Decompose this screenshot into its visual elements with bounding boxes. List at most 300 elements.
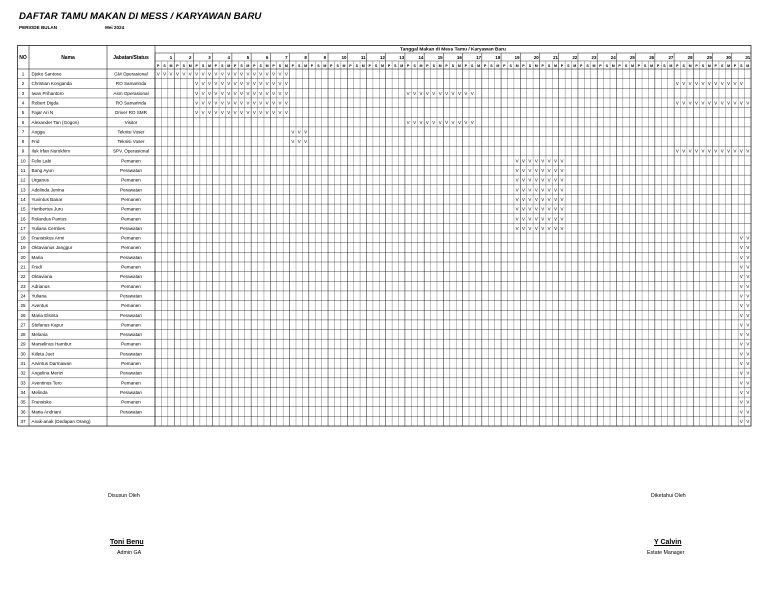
row-position: Pemanen	[121, 158, 141, 164]
meal-check: V	[695, 148, 698, 154]
meal-header: P	[579, 64, 583, 68]
meal-header: S	[355, 64, 359, 68]
day-header: 7	[285, 55, 288, 60]
meal-header: M	[688, 64, 692, 68]
meal-check: V	[534, 158, 538, 164]
row-name: Fransiskus Armi	[31, 235, 65, 241]
meal-check: V	[252, 81, 256, 87]
meal-check: V	[746, 100, 750, 106]
meal-check: V	[297, 139, 301, 145]
meal-check: V	[522, 216, 525, 222]
meal-check: V	[746, 322, 750, 328]
meal-header: P	[157, 64, 160, 68]
meal-check: V	[541, 206, 545, 212]
day-header: 8	[304, 55, 307, 60]
meal-header: P	[387, 64, 391, 68]
row-position: Pemanen	[121, 380, 141, 386]
meal-check: V	[739, 418, 743, 424]
meal-check: V	[284, 90, 288, 96]
meal-check: V	[547, 168, 551, 174]
row-number: 16	[20, 216, 26, 222]
meal-check: V	[425, 90, 429, 96]
meal-check: V	[259, 81, 263, 87]
meal-check: V	[278, 110, 282, 116]
row-number: 33	[20, 380, 26, 386]
meal-header: M	[554, 64, 558, 68]
row-name: Fajar Ari N	[31, 110, 54, 116]
row-position: Asm Operasional	[113, 90, 149, 96]
meal-check: V	[534, 196, 538, 202]
meal-check: V	[240, 110, 243, 116]
meal-check: V	[195, 71, 199, 77]
meal-header: S	[259, 64, 262, 68]
row-position: Pemanen	[121, 177, 141, 183]
row-position: Pemanen	[121, 235, 141, 241]
row-name: Angga	[31, 129, 45, 135]
meal-check: V	[214, 90, 218, 96]
meal-check: V	[457, 119, 461, 125]
row-name: Yuliana	[31, 293, 47, 299]
meal-check: V	[733, 148, 737, 154]
acknowledged-by-name: Y Calvin	[654, 539, 682, 546]
meal-check: V	[291, 129, 295, 135]
meal-check: V	[246, 110, 250, 116]
meal-header: M	[361, 64, 365, 68]
meal-check: V	[246, 90, 250, 96]
meal-check: V	[547, 187, 551, 193]
meal-check: V	[746, 264, 750, 270]
meal-check: V	[541, 158, 545, 164]
meal-header: P	[330, 64, 333, 68]
meal-check: V	[522, 158, 525, 164]
meal-header: S	[490, 64, 493, 68]
row-name: Marselinus Hambur	[31, 341, 72, 347]
meal-check: V	[195, 100, 199, 106]
meal-check: V	[739, 254, 743, 260]
row-name: Maria Elsinta	[31, 312, 59, 318]
meal-header: P	[291, 64, 294, 68]
meal-attendance-table	[17, 45, 752, 428]
meal-header: M	[707, 64, 711, 68]
meal-header: M	[534, 64, 538, 68]
meal-check: V	[156, 71, 160, 77]
meal-check: V	[278, 90, 282, 96]
meal-check: V	[739, 274, 743, 280]
row-number: 19	[20, 245, 26, 251]
row-position: Pemanen	[121, 264, 141, 270]
meal-check: V	[214, 71, 218, 77]
day-header: 11	[360, 55, 366, 60]
meal-check: V	[457, 90, 461, 96]
meal-check: V	[265, 110, 269, 116]
row-position: Teknisi Voser	[117, 129, 145, 135]
meal-check: V	[208, 100, 211, 106]
meal-check: V	[707, 100, 711, 106]
day-header: 23	[591, 55, 597, 60]
meal-header: S	[413, 64, 416, 68]
meal-check: V	[252, 90, 256, 96]
meal-check: V	[547, 206, 551, 212]
meal-header: S	[297, 64, 301, 68]
meal-check: V	[252, 110, 256, 116]
meal-header: M	[477, 64, 481, 68]
day-header: 26	[649, 55, 655, 60]
meal-check: V	[252, 100, 256, 106]
meal-header: P	[503, 64, 506, 68]
day-header: 27	[668, 55, 674, 60]
meal-header: P	[618, 64, 621, 68]
row-position: Visitor	[124, 119, 138, 125]
meal-check: V	[534, 216, 538, 222]
meal-check: V	[451, 90, 455, 96]
meal-check: V	[515, 206, 519, 212]
meal-check: V	[259, 110, 263, 116]
meal-header: S	[278, 64, 282, 68]
day-header: 21	[553, 55, 558, 60]
meal-check: V	[201, 71, 205, 77]
meal-check: V	[451, 119, 455, 125]
day-header: 22	[572, 55, 578, 60]
meal-check: V	[201, 110, 205, 116]
meal-check: V	[701, 100, 705, 106]
meal-check: V	[720, 81, 724, 87]
row-position: Perawatan	[120, 274, 142, 280]
row-number: 13	[20, 187, 26, 193]
row-position: Pemanen	[121, 361, 141, 367]
meal-header: P	[426, 64, 429, 68]
meal-header: S	[682, 64, 685, 68]
meal-header: M	[381, 64, 385, 68]
meal-check: V	[714, 148, 718, 154]
row-position: Perawatan	[120, 168, 142, 174]
meal-check: V	[259, 100, 263, 106]
meal-check: V	[554, 177, 558, 183]
meal-check: V	[547, 177, 551, 183]
meal-check: V	[688, 100, 692, 106]
meal-header: P	[214, 64, 218, 68]
meal-check: V	[739, 303, 743, 309]
day-header: 25	[629, 55, 635, 60]
day-header: 20	[533, 55, 539, 60]
meal-header: M	[304, 64, 308, 68]
meal-check: V	[227, 71, 231, 77]
row-number: 7	[21, 129, 25, 135]
row-position: Pemanen	[121, 341, 141, 347]
meal-check: V	[695, 81, 698, 87]
row-name: Arvintus Darmawan	[31, 361, 72, 367]
meal-check: V	[733, 100, 737, 106]
day-header: 12	[380, 55, 385, 60]
meal-check: V	[528, 168, 532, 174]
day-header: 6	[265, 55, 269, 60]
meal-check: V	[201, 100, 205, 106]
header-date-group: Tanggal Makan di Mess Tamu / Karyawan Baru	[400, 47, 506, 53]
meal-check: V	[534, 168, 538, 174]
meal-header: M	[727, 64, 731, 68]
meal-check: V	[195, 90, 199, 96]
meal-check: V	[739, 312, 743, 318]
row-number: 25	[20, 303, 26, 309]
meal-check: V	[720, 148, 724, 154]
meal-check: V	[739, 283, 743, 289]
meal-check: V	[515, 216, 519, 222]
meal-check: V	[739, 389, 743, 395]
day-header: 1	[169, 55, 173, 60]
meal-check: V	[541, 168, 545, 174]
meal-check: V	[675, 100, 679, 106]
meal-check: V	[515, 196, 519, 202]
row-position: Perawatan	[120, 312, 142, 318]
day-header: 18	[495, 55, 501, 60]
acknowledged-by-caption: Diketahui Oleh	[651, 493, 686, 499]
document-title: DAFTAR TAMU MAKAN DI MESS / KARYAWAN BARU	[19, 11, 262, 22]
meal-check: V	[727, 100, 731, 106]
meal-check: V	[220, 100, 224, 106]
prepared-by-name: Toni Benu	[110, 539, 144, 546]
meal-header: P	[676, 64, 679, 68]
meal-header: M	[419, 64, 423, 68]
meal-check: V	[522, 168, 525, 174]
period-label: PERIODE BULAN	[19, 25, 58, 30]
meal-check: V	[746, 148, 750, 154]
meal-header: P	[599, 64, 602, 68]
meal-check: V	[675, 81, 679, 87]
row-position: Pemanen	[121, 245, 141, 251]
meal-header: S	[221, 64, 224, 68]
meal-check: V	[746, 389, 750, 395]
meal-header: P	[522, 64, 525, 68]
meal-check: V	[246, 81, 250, 87]
meal-check: V	[214, 100, 218, 106]
row-number: 10	[20, 158, 26, 164]
meal-check: V	[233, 90, 237, 96]
meal-check: V	[560, 206, 564, 212]
meal-check: V	[240, 100, 243, 106]
day-header: 5	[246, 55, 250, 60]
meal-header: S	[720, 64, 724, 68]
meal-header: P	[656, 64, 660, 68]
meal-check: V	[746, 418, 750, 424]
meal-header: M	[592, 64, 596, 68]
row-number: 34	[20, 389, 26, 395]
meal-check: V	[746, 409, 750, 415]
meal-header: P	[310, 64, 314, 68]
meal-check: V	[272, 81, 276, 87]
grid-svg	[17, 45, 752, 428]
row-number: 26	[20, 312, 26, 318]
meal-check: V	[304, 139, 308, 145]
meal-header: P	[483, 64, 487, 68]
meal-check: V	[528, 158, 532, 164]
meal-header: M	[573, 64, 577, 68]
row-number: 15	[20, 206, 26, 212]
row-name: Frid	[31, 139, 40, 145]
meal-check: V	[195, 110, 199, 116]
row-position: Pemanen	[121, 206, 141, 212]
row-position: Perawatan	[120, 332, 142, 338]
meal-check: V	[528, 196, 532, 202]
meal-header: S	[240, 64, 243, 68]
day-header: 19	[514, 55, 520, 60]
meal-check: V	[208, 110, 211, 116]
day-header: 30	[726, 55, 732, 60]
meal-header: P	[560, 64, 564, 68]
meal-check: V	[739, 100, 743, 106]
row-number: 17	[20, 225, 26, 231]
meal-check: V	[515, 158, 519, 164]
meal-check: V	[560, 177, 564, 183]
meal-header: M	[169, 64, 173, 68]
day-header: 31	[745, 55, 751, 60]
meal-header: S	[586, 64, 589, 68]
meal-check: V	[746, 235, 750, 241]
meal-check: V	[560, 216, 564, 222]
row-position: Perawatan	[120, 389, 142, 395]
meal-check: V	[201, 81, 205, 87]
meal-check: V	[195, 81, 199, 87]
meal-check: V	[682, 100, 686, 106]
meal-check: V	[522, 196, 525, 202]
meal-check: V	[547, 225, 551, 231]
meal-check: V	[739, 293, 743, 299]
meal-check: V	[445, 90, 449, 96]
meal-header: S	[701, 64, 705, 68]
meal-check: V	[739, 370, 743, 376]
meal-check: V	[265, 100, 269, 106]
meal-check: V	[528, 216, 532, 222]
meal-check: V	[528, 225, 532, 231]
meal-check: V	[419, 90, 423, 96]
row-position: RO Samarinda	[115, 100, 147, 106]
meal-check: V	[233, 81, 237, 87]
meal-check: V	[746, 332, 750, 338]
meal-check: V	[265, 90, 269, 96]
meal-check: V	[227, 100, 231, 106]
meal-header: S	[201, 64, 205, 68]
meal-check: V	[419, 119, 423, 125]
meal-header: M	[650, 64, 654, 68]
meal-header: S	[182, 64, 186, 68]
meal-check: V	[214, 110, 218, 116]
meal-header: P	[714, 64, 717, 68]
row-number: 22	[20, 274, 26, 280]
day-header: 24	[610, 55, 616, 60]
meal-check: V	[746, 254, 750, 260]
meal-check: V	[272, 90, 276, 96]
row-position: Pemanen	[121, 283, 141, 289]
meal-check: V	[445, 119, 449, 125]
meal-check: V	[284, 110, 288, 116]
acknowledged-by-role: Estate Manager	[647, 550, 685, 556]
meal-check: V	[464, 90, 468, 96]
meal-check: V	[272, 110, 276, 116]
meal-header: P	[541, 64, 544, 68]
day-header: 29	[706, 55, 712, 60]
meal-header: M	[630, 64, 634, 68]
row-name: Robert Digda	[31, 100, 59, 106]
meal-header: S	[663, 64, 666, 68]
row-position: Perawatan	[120, 225, 142, 231]
meal-check: V	[534, 187, 538, 193]
meal-check: V	[682, 148, 686, 154]
row-number: 29	[20, 341, 26, 347]
meal-check: V	[746, 380, 750, 386]
row-number: 8	[21, 139, 25, 145]
meal-check: V	[284, 71, 288, 77]
day-header: 28	[687, 55, 693, 60]
day-header: 14	[418, 55, 424, 60]
row-name: Aventus	[31, 303, 49, 309]
meal-check: V	[746, 303, 750, 309]
meal-check: V	[739, 322, 743, 328]
prepared-by-role: Admin GA	[117, 550, 142, 556]
row-name: Anak-anak (Dedapan Orang)	[31, 418, 91, 424]
meal-check: V	[560, 187, 564, 193]
meal-header: P	[695, 64, 698, 68]
row-number: 18	[20, 235, 26, 241]
row-number: 21	[20, 264, 26, 270]
meal-check: V	[233, 110, 237, 116]
meal-check: V	[739, 399, 743, 405]
day-header: 3	[208, 55, 211, 60]
row-position: Perawatan	[120, 409, 142, 415]
meal-check: V	[739, 351, 743, 357]
meal-check: V	[541, 216, 545, 222]
meal-header: M	[400, 64, 404, 68]
row-number: 1	[21, 71, 25, 77]
meal-header: S	[451, 64, 455, 68]
meal-check: V	[688, 148, 692, 154]
period-value: Mei 2024	[105, 25, 125, 30]
row-position: Perawatan	[120, 293, 142, 299]
meal-check: V	[547, 196, 551, 202]
meal-header: M	[438, 64, 442, 68]
meal-check: V	[297, 129, 301, 135]
row-position: Perawatan	[120, 187, 142, 193]
meal-check: V	[425, 119, 429, 125]
header-no: NO	[19, 55, 27, 61]
meal-check: V	[227, 90, 231, 96]
meal-check: V	[252, 71, 256, 77]
meal-header: P	[445, 64, 448, 68]
meal-check: V	[528, 206, 532, 212]
row-name: Oktaviana	[31, 274, 53, 280]
meal-check: V	[714, 81, 718, 87]
meal-check: V	[470, 119, 474, 125]
meal-check: V	[259, 71, 263, 77]
meal-check: V	[169, 71, 173, 77]
meal-check: V	[163, 71, 167, 77]
row-number: 27	[20, 322, 26, 328]
meal-header: S	[509, 64, 512, 68]
meal-check: V	[547, 158, 551, 164]
meal-check: V	[746, 293, 750, 299]
row-name: Djoko Santoso	[31, 71, 62, 77]
meal-check: V	[554, 225, 558, 231]
row-name: Fredi	[31, 264, 42, 270]
meal-check: V	[278, 81, 282, 87]
row-name: Felix Labi	[31, 158, 52, 164]
meal-check: V	[413, 119, 417, 125]
row-name: Fransisko	[31, 399, 52, 405]
row-name: Iwan Prihantoro	[31, 90, 64, 96]
meal-check: V	[560, 225, 564, 231]
meal-check: V	[304, 129, 308, 135]
meal-check: V	[188, 71, 192, 77]
row-name: Oktavianus Janggur	[31, 245, 73, 251]
meal-check: V	[208, 81, 211, 87]
meal-header: S	[567, 64, 570, 68]
